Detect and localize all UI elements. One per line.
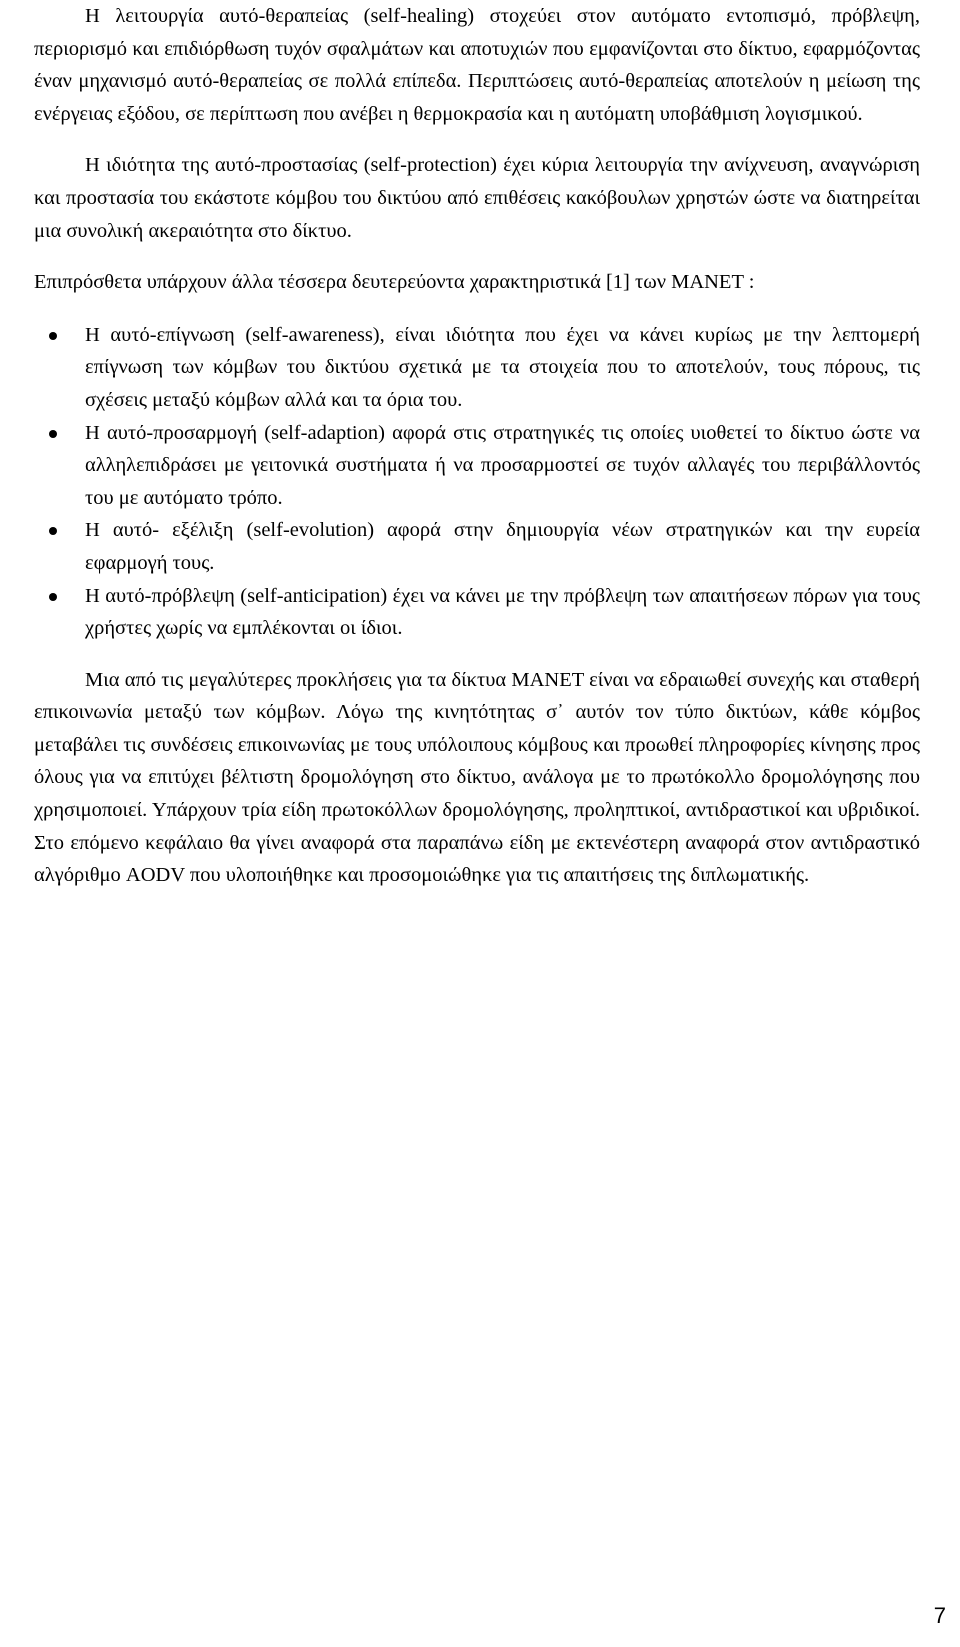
list-item-text: Η αυτό-προσαρμογή (self-adaption) αφορά στις στρατηγικές τις οποίες υιοθετεί το δίκτυο ώστε να αλληλεπιδράσει με γειτονικά συστήματα ή να προσαρμοστεί σε τυχόν αλλαγές του περιβάλλοντός του με αυτόματο τρόπο. bbox=[85, 421, 920, 509]
bullet-icon bbox=[49, 332, 57, 340]
bullet-icon bbox=[49, 527, 57, 535]
paragraph-manet-routing: Μια από τις μεγαλύτερες προκλήσεις για τα δίκτυα MANET είναι να εδραιωθεί συνεχής και σταθερή επικοινωνία μεταξύ των κόμβων. Λόγω της κινητότητας σ᾽ αυτόν τον τύπο δικτύων, κάθε κόμβος μεταβάλει τις συνδέσεις επικοινωνίας με τους υπόλοιπους κόμβους και προωθεί πληροφορίες κίνησης προς όλους για να επιτύχει βέλτιστη δρομολόγηση στο δίκτυο, ανάλογα με το πρωτόκολλο δρομολόγησης που χρησιμοποιεί. Υπάρχουν τρία είδη πρωτοκόλλων δρομολόγησης, προληπτικοί, αντιδραστικοί και υβριδικοί. Στο επόμενο κεφάλαιο θα γίνει αναφορά στα παραπάνω είδη με εκτενέστερη αναφορά στον αντιδραστικό αλγόριθμο AODV που υλοποιήθηκε και προσομοιώθηκε για τις απαιτήσεις της διπλωματικής. bbox=[34, 668, 920, 887]
list-item-text: Η αυτό-επίγνωση (self-awareness), είναι ιδιότητα που έχει να κάνει κυρίως με την λεπτομερή επίγνωση των κόμβων του δικτύου σχετικά με τα στοιχεία που το αποτελούν, τους πόρους, τις σχέσεις μεταξύ κόμβων αλλά και τα όρια του. bbox=[85, 323, 920, 411]
page-number: 7 bbox=[933, 1603, 946, 1628]
paragraph-self-protection: Η ιδιότητα της αυτό-προστασίας (self-protection) έχει κύρια λειτουργία την ανίχνευση, αναγνώριση και προστασία του εκάστοτε κόμβου του δικτύου από επιθέσεις κακόβουλων χρηστών ώστε να διατηρείται μια συνολική ακεραιότητα στο δίκτυο. bbox=[34, 154, 920, 242]
paragraph-self-healing: Η λειτουργία αυτό-θεραπείας (self-healing) στοχεύει στον αυτόματο εντοπισμό, πρόβλεψη, περιορισμό και επιδιόρθωση τυχόν σφαλμάτων και αποτυχιών που εμφανίζονται στο δίκτυο, εφαρμόζοντας έναν μηχανισμό αυτό-θεραπείας σε πολλά επίπεδα. Περιπτώσεις αυτό-θεραπείας αποτελούν η μείωση της ενέργειας εξόδου, σε περίπτωση που ανέβει η θερμοκρασία και η αυτόματη υποβάθμιση λογισμικού. bbox=[34, 5, 920, 125]
secondary-features-list bbox=[34, 319, 920, 645]
list-item-self-awareness bbox=[34, 319, 920, 417]
paragraph-secondary-features-intro: Επιπρόσθετα υπάρχουν άλλα τέσσερα δευτερεύοντα χαρακτηριστικά [1] των MANET : bbox=[34, 271, 755, 294]
list-item-self-evolution bbox=[34, 514, 920, 579]
list-item-text: Η αυτό-πρόβλεψη (self-anticipation) έχει να κάνει με την πρόβλεψη των απαιτήσεων πόρων για τους χρήστες χωρίς να εμπλέκονται οι ίδιοι. bbox=[85, 584, 920, 640]
list-item-text: Η αυτό- εξέλιξη (self-evolution) αφορά στην δημιουργία νέων στρατηγικών και την ευρεία εφαρμογή τους. bbox=[85, 519, 920, 574]
list-item-self-adaption bbox=[34, 417, 920, 515]
page-content bbox=[34, 0, 920, 892]
bullet-icon bbox=[49, 593, 57, 601]
bullet-icon bbox=[49, 430, 57, 438]
list-item-self-anticipation bbox=[34, 580, 920, 645]
